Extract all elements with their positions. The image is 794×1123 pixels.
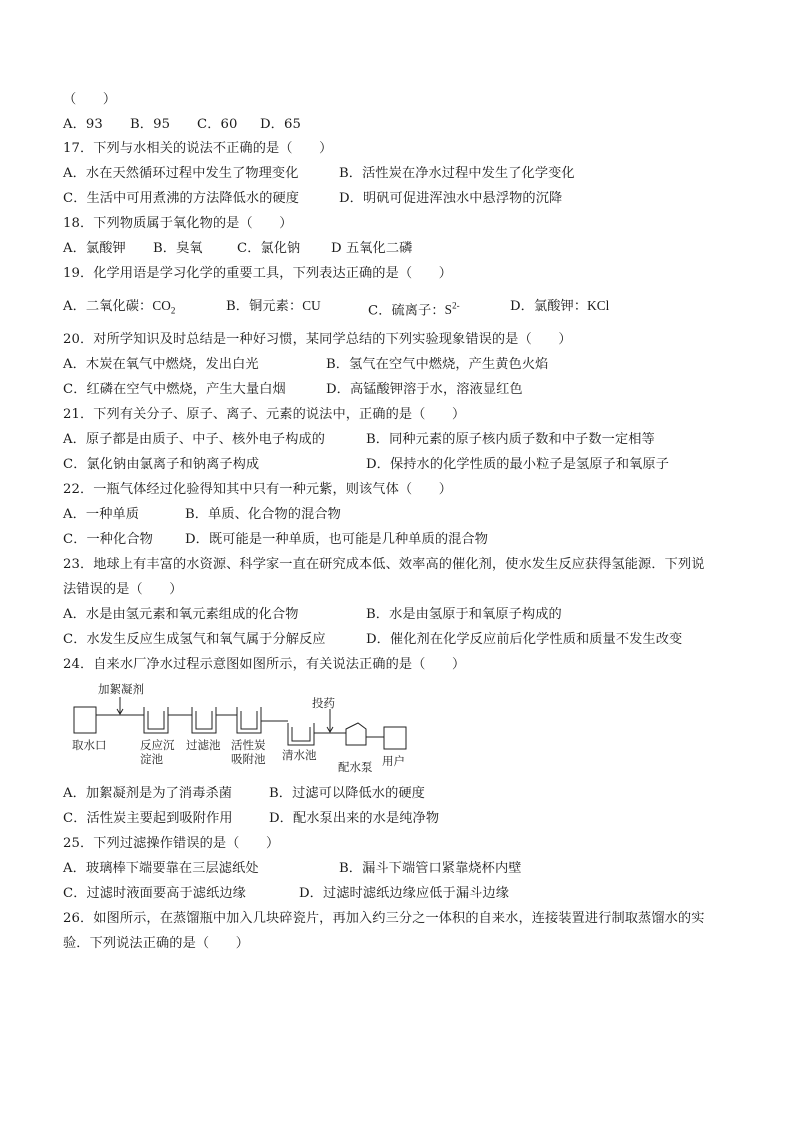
q25-option-c: C．过滤时液面要高于滤纸边缘: [63, 886, 246, 901]
q24-option-c: C．活性炭主要起到吸附作用: [63, 811, 233, 826]
q18-option-c: C．氯化钠: [237, 241, 301, 256]
q23-stem-line2: 法错误的是（ ）: [63, 582, 183, 597]
q25-option-d: D．过滤时滤纸边缘应低于漏斗边缘: [299, 886, 509, 901]
q19-formula-co2: $CO_2$: [152, 298, 176, 316]
q20-option-d: D．高锰酸钾溶于水，溶液显红色: [326, 382, 523, 397]
answer-paren: （ ）: [63, 92, 117, 107]
q26-stem-line1: 26．如图所示，在蒸馏瓶中加入几块碎瓷片，再加入约三分之一体积的自来水，连接装置进行制取蒸馏水的实: [63, 911, 705, 926]
q21-option-c: C．氯化钠由氯离子和钠离子构成: [63, 457, 260, 472]
label-clear-water: 清水池: [282, 748, 317, 762]
q18-stem: 18．下列物质属于氧化物的是（ ）: [63, 216, 293, 231]
label-filter: 过滤池: [186, 738, 221, 752]
q24-stem: 24．自来水厂净水过程示意图如图所示，有关说法正确的是（ ）: [63, 657, 466, 672]
q20-stem: 20．对所学知识及时总结是一种好习惯，某同学总结的下列实验现象错误的是（ ）: [63, 332, 572, 347]
reaction-inner-icon: [148, 711, 164, 729]
q18-option-a: A．氯酸钾: [63, 241, 126, 256]
q23-option-d: D．催化剂在化学反应前后化学性质和质量不发生改变: [366, 632, 683, 647]
label-reaction-2: 淀池: [140, 752, 163, 766]
carbon-inner-icon: [241, 711, 257, 729]
q20-option-a: A．木炭在氧气中燃烧，发出白光: [63, 357, 259, 372]
q22-option-b: B．单质、化合物的混合物: [185, 507, 341, 522]
q18-option-d: D 五氧化二磷: [331, 241, 413, 256]
q25-option-b: B．漏斗下端管口紧靠烧杯内壁: [339, 861, 522, 876]
q22-option-c: C．一种化合物: [63, 532, 153, 547]
q21-stem: 21．下列有关分子、原子、离子、元素的说法中，正确的是（ ）: [63, 407, 466, 422]
q25-stem: 25．下列过滤操作错误的是（ ）: [63, 836, 280, 851]
label-pump: 配水泵: [338, 760, 373, 774]
user-house-icon: [384, 727, 406, 749]
q22-stem: 22．一瓶气体经过化验得知其中只有一种元紫，则该气体（ ）: [63, 482, 453, 497]
q21-option-b: B．同种元素的原子核内质子数和中子数一定相等: [366, 432, 655, 447]
label-reaction-1: 反应沉: [140, 738, 175, 752]
q23-option-b: B．水是由氢原于和氧原子构成的: [366, 607, 562, 622]
q17-option-a: A．水在天然循环过程中发生了物理变化: [63, 166, 299, 181]
filter-inner-icon: [196, 711, 212, 729]
q22-option-d: D．既可能是一种单质，也可能是几种单质的混合物: [185, 532, 488, 547]
q19-formula-s: $S^{2-}$: [444, 301, 460, 318]
label-add-medicine: 投药: [312, 696, 335, 710]
q16-option-c: C．60: [197, 117, 238, 132]
q24-option-a: A．加絮凝剂是为了消毒杀菌: [63, 786, 233, 801]
q24-option-b: B．过滤可以降低水的硬度: [269, 786, 425, 801]
q24-option-d: D．配水泵出来的水是纯净物: [269, 811, 440, 826]
q19-formula-cu: CU: [302, 298, 321, 313]
intake-tank-icon: [74, 707, 96, 733]
q16-option-d: D．65: [260, 117, 301, 132]
q19-option-a-label: A．二氧化碳：: [63, 299, 153, 314]
q17-option-c: C．生活中可用煮沸的方法降低水的硬度: [63, 191, 300, 206]
q25-option-a: A．玻璃棒下端要靠在三层滤纸处: [63, 861, 259, 876]
q19-option-d: [510, 297, 609, 316]
label-intake: 取水口: [72, 738, 107, 752]
q23-option-a: A．水是由氢元素和氧元素组成的化合物: [63, 607, 299, 622]
q23-option-c: C．水发生反应生成氢气和氧气属于分解反应: [63, 632, 326, 647]
q19-option-a: [63, 297, 176, 320]
q19-option-c: [368, 297, 460, 320]
label-carbon-2: 吸附池: [231, 752, 266, 766]
q16-option-a: A．93: [63, 117, 103, 132]
q18-option-b: B．臭氧: [153, 241, 203, 256]
q21-option-d: D．保持水的化学性质的最小粒子是氢原子和氧原子: [366, 457, 669, 472]
q17-stem: 17．下列与水相关的说法不正确的是（ ）: [63, 141, 333, 156]
q26-stem-line2: 验．下列说法正确的是（ ）: [63, 936, 250, 951]
q22-option-a: A．一种单质: [63, 507, 140, 522]
q20-option-b: B．氢气在空气中燃烧，产生黄色火焰: [326, 357, 549, 372]
label-user: 用户: [382, 754, 405, 768]
q17-option-b: B．活性炭在净水过程中发生了化学变化: [339, 166, 575, 181]
q19-option-d-label: D．氯酸钾：: [510, 299, 588, 314]
water-treatment-diagram: [62, 683, 422, 778]
q21-option-a: A．原子都是由质子、中子、核外电子构成的: [63, 432, 326, 447]
q19-stem: 19．化学用语是学习化学的重要工具，下列表达正确的是（ ）: [63, 266, 453, 281]
label-add-coagulant: 加絮凝剂: [98, 682, 144, 696]
label-carbon-1: 活性炭: [231, 738, 266, 752]
q23-stem-line1: 23．地球上有丰富的水资源、科学家一直在研究成本低、效率高的催化剂，使水发生反应获得氢能源．下列说: [63, 557, 705, 572]
pump-icon: [346, 723, 366, 745]
q19-option-c-label: C．硫离子：: [368, 303, 445, 319]
q20-option-c: C．红磷在空气中燃烧，产生大量白烟: [63, 382, 286, 397]
q19-formula-kcl: KCl: [587, 298, 610, 313]
q16-option-b: B．95: [130, 117, 171, 132]
q17-option-d: D．明矾可促进浑浊水中悬浮物的沉降: [339, 191, 563, 206]
q19-option-b: [226, 297, 321, 316]
clear-water-inner-icon: [292, 727, 310, 741]
q19-option-b-label: B．铜元素：: [226, 299, 303, 314]
